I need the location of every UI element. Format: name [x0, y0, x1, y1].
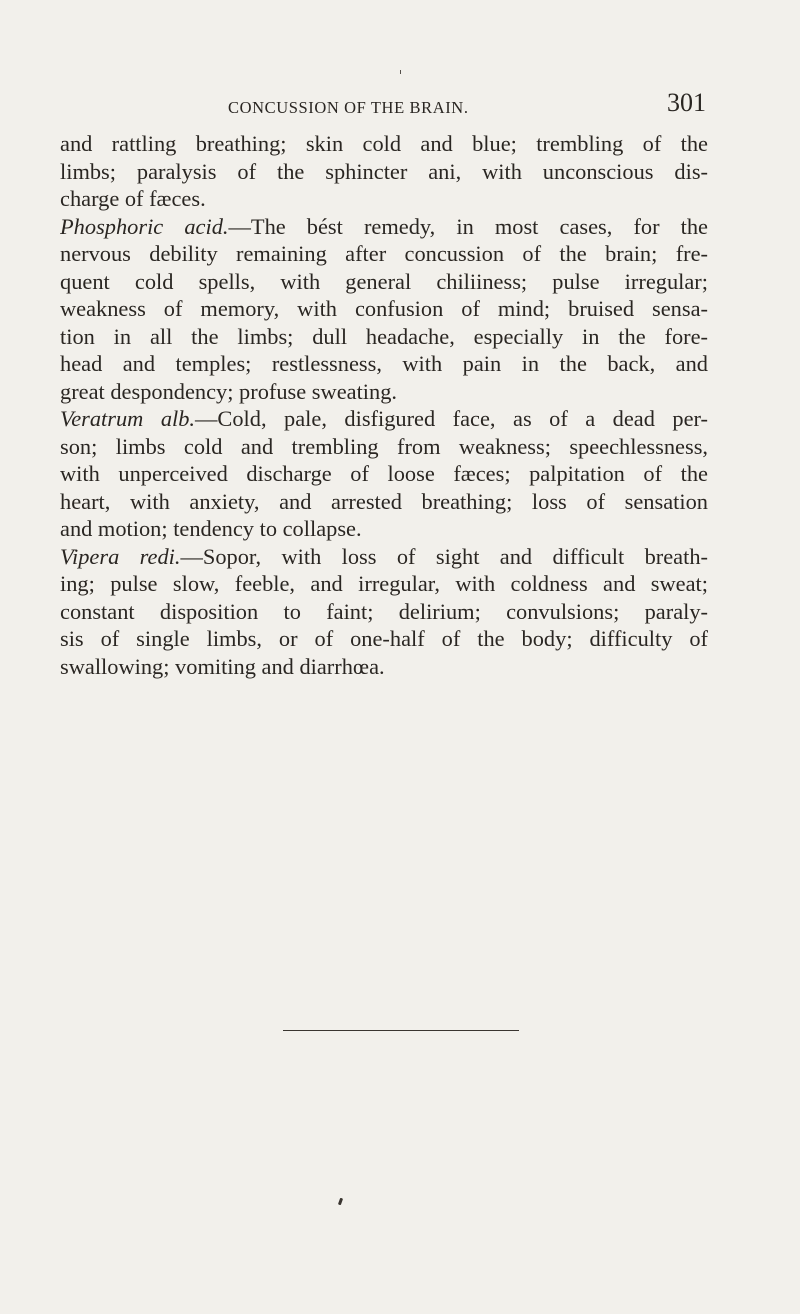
- page-header: [60, 88, 706, 128]
- text-line: weakness of memory, with confusion of mind; bruised sensa-: [60, 296, 708, 321]
- text-line: constant disposition to faint; delirium; convulsions; paraly-: [60, 598, 708, 624]
- text-line: tion in all the limbs; dull headache, especially in the fore-: [60, 323, 708, 349]
- text-line: sis of single limbs, or of one-half of the body; difficulty of: [60, 626, 708, 651]
- text-line: ing; pulse slow, feeble, and irregular, with coldness and sweat;: [60, 571, 708, 596]
- print-speck: [338, 1198, 343, 1206]
- text-line: swallowing; vomiting and diarrhœa.: [60, 653, 385, 679]
- remedy-description: —Sopor, with loss of sight and difficult breath-: [180, 543, 708, 569]
- section-divider: [283, 1030, 519, 1031]
- print-speck: [400, 70, 401, 74]
- text-line: heart, with anxiety, and arrested breathing; loss of sensation: [60, 488, 708, 514]
- remedy-entry-first-line: [60, 213, 708, 241]
- remedy-description: —The bést remedy, in most cases, for the: [228, 213, 708, 239]
- text-line: head and temples; restlessness, with pain in the back, and: [60, 351, 708, 376]
- body-text: [60, 130, 708, 680]
- text-line: great despondency; profuse sweating.: [60, 378, 397, 404]
- text-line: and rattling breathing; skin cold and blue; trembling of the: [60, 131, 708, 156]
- remedy-name: Vipera redi.: [60, 543, 181, 569]
- text-line: limbs; paralysis of the sphincter ani, with unconscious dis-: [60, 158, 708, 184]
- text-line: charge of fæces.: [60, 186, 206, 211]
- remedy-name: Phosphoric acid.: [60, 213, 229, 239]
- running-title: CONCUSSION OF THE BRAIN.: [228, 98, 469, 117]
- page-number: 301: [667, 88, 706, 117]
- text-line: and motion; tendency to collapse.: [60, 516, 362, 541]
- text-line: nervous debility remaining after concussion of the brain; fre-: [60, 241, 708, 266]
- remedy-entry-first-line: [60, 405, 708, 433]
- text-line: son; limbs cold and trembling from weakness; speechlessness,: [60, 433, 708, 459]
- remedy-name: Veratrum alb.: [60, 406, 196, 431]
- text-line: with unperceived discharge of loose fæces; palpitation of the: [60, 461, 708, 486]
- remedy-entry-first-line: [60, 543, 708, 571]
- text-line: quent cold spells, with general chiliiness; pulse irregular;: [60, 268, 708, 294]
- remedy-description: —Cold, pale, disfigured face, as of a dead per-: [195, 406, 708, 431]
